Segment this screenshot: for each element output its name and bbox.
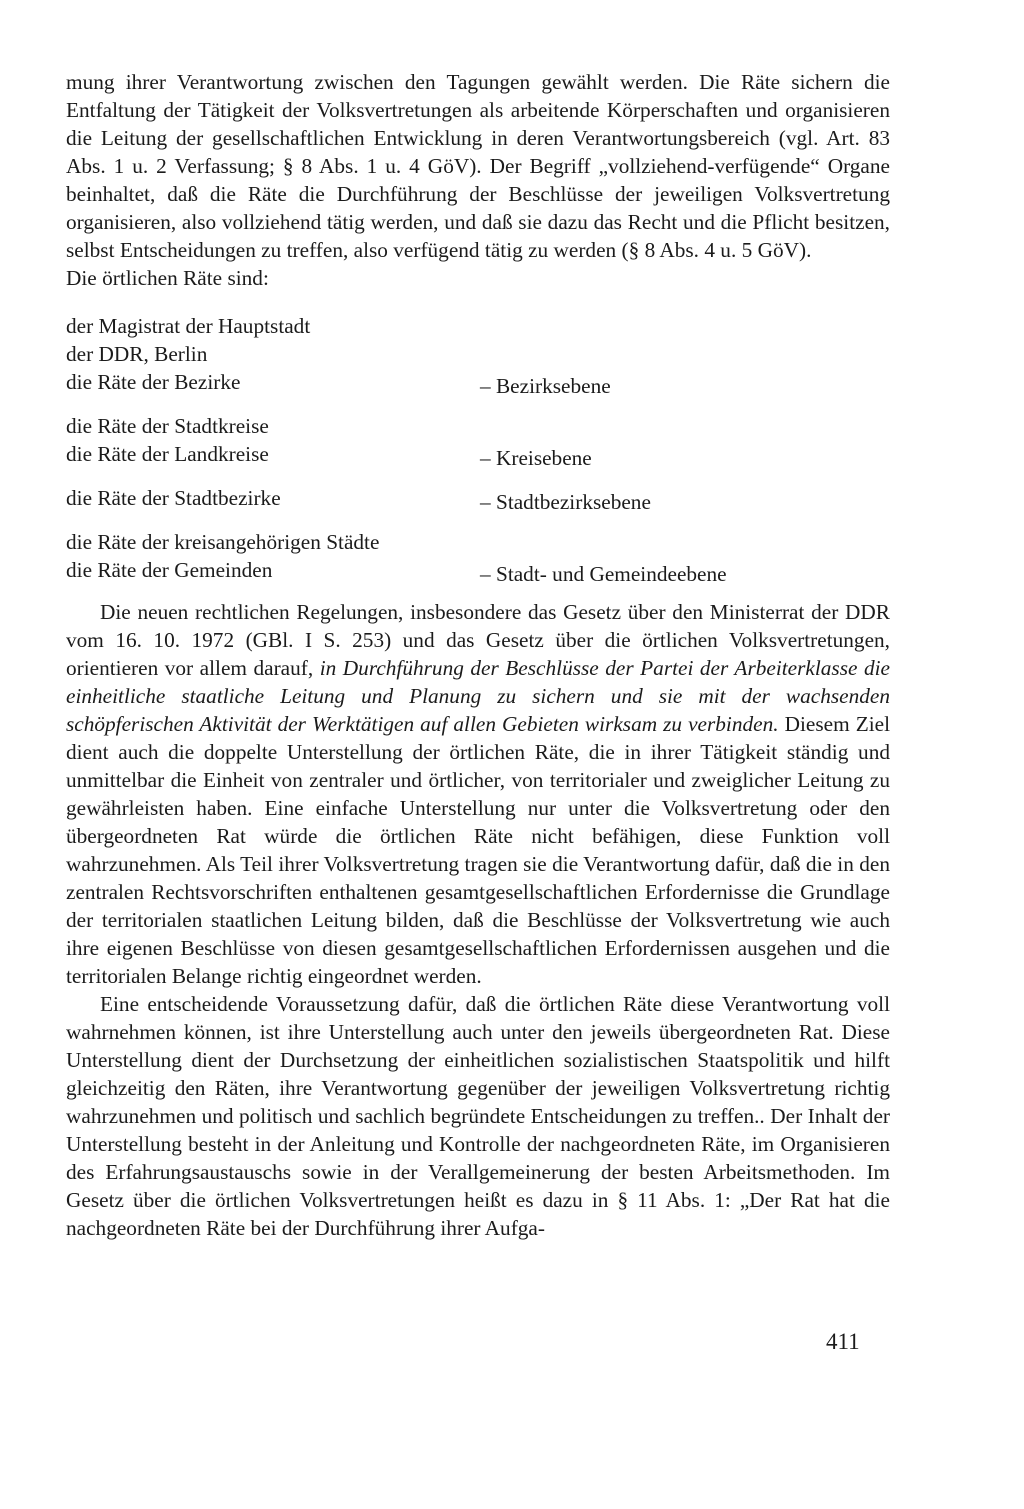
level-label: – Kreisebene xyxy=(480,446,592,470)
text-run: Die neuen rechtlichen Regelungen, insbesondere das Gesetz über den Ministerrat der DDR vom 16. 10. 1972 (GBl. I S. 253) und das Gesetz über die örtlichen Volksvertretungen, orientieren vor allem darauf, xyxy=(66,600,890,680)
council-name: der Magistrat der Hauptstadt xyxy=(66,314,311,338)
council-name: die Räte der Stadtkreise xyxy=(66,414,269,438)
paragraph-2 xyxy=(66,598,890,990)
council-name: die Räte der Landkreise xyxy=(66,442,269,466)
page-number: 411 xyxy=(826,1329,860,1354)
list-item xyxy=(66,412,890,468)
page-body xyxy=(66,68,890,1242)
list-intro: Die örtlichen Räte sind: xyxy=(66,266,269,290)
council-name: die Räte der Bezirke xyxy=(66,370,241,394)
council-name: der DDR, Berlin xyxy=(66,342,208,366)
local-councils-list xyxy=(66,312,890,584)
council-name: die Räte der Stadtbezirke xyxy=(66,486,281,510)
list-item xyxy=(66,528,890,584)
level-label: – Stadtbezirksebene xyxy=(480,490,651,514)
list-item xyxy=(66,484,890,512)
text-run: Diesem Ziel dient auch die doppelte Unterstellung der örtlichen Räte, die in ihrer Tätigkeit ständig und unmittelbar die Einheit von zentraler und örtlicher, von territorialer und zweiglicher Leitung zu gewährleisten haben. Eine einfache Unterstellung nur unter die Volksvertretung oder den übergeordneten Rat würde die örtlichen Räte nicht befähigen, diese Funktion voll wahrzunehmen. Als Teil ihrer Volksvertretung tragen sie die Verantwortung dafür, daß die in den zentralen Rechtsvorschriften enthaltenen gesamtgesellschaftlichen Erfordernisse die Grundlage der territorialen staatlichen Leitung bilden, daß die Beschlüsse der Volksvertretung wie auch ihre eigenen Beschlüsse von diesen gesamtgesellschaftlichen Erfordernissen ausgehen und die territorialen Belange richtig eingeordnet werden. xyxy=(66,712,890,988)
level-label: – Stadt- und Gemeindeebene xyxy=(480,562,727,586)
council-name: die Räte der Gemeinden xyxy=(66,558,273,582)
paragraph-3: Eine entscheidende Voraussetzung dafür, daß die örtlichen Räte diese Verantwortung voll wahrnehmen können, ist ihre Unterstellung auch unter den jeweils übergeordneten Rat. Diese Unterstellung dient der Durchsetzung der einheitlichen sozialistischen Staatspolitik und hilft gleichzeitig den Räten, ihre Verantwortung gegenüber der jeweiligen Volksvertretung richtig wahrzunehmen und politisch und sachlich begründete Entscheidungen zu treffen.. Der Inhalt der Unterstellung besteht in der Anleitung und Kontrolle der nachgeordneten Räte, im Organisieren des Erfahrungsaustauschs sowie in der Verallgemeinerung der besten Arbeitsmethoden. Im Gesetz über die örtlichen Volksvertretungen heißt es dazu in § 11 Abs. 1: „Der Rat hat die nachgeordneten Räte bei der Durchführung ihrer Aufga- xyxy=(66,992,890,1240)
list-item xyxy=(66,312,890,396)
paragraph-1: mung ihrer Verantwortung zwischen den Tagungen gewählt werden. Die Räte sichern die Entfaltung der Tätigkeit der Volksvertretungen als arbeitende Körperschaften und organisieren die Leitung der gesellschaftlichen Entwicklung in deren Verantwortungsbereich (vgl. Art. 83 Abs. 1 u. 2 Verfassung; § 8 Abs. 1 u. 4 GöV). Der Begriff „vollziehend-verfügende“ Organe beinhaltet, daß die Räte die Durchführung der Beschlüsse der jeweiligen Volksvertretung organisieren, also vollziehend tätig werden, und daß sie dazu das Recht und die Pflicht besitzen, selbst Entscheidungen zu treffen, also verfügend tätig zu werden (§ 8 Abs. 4 u. 5 GöV). xyxy=(66,70,890,262)
emphasis-text: in Durchführung der Beschlüsse der Partei der Arbeiterklasse die einheitliche staatliche Leitung und Planung zu sichern und sie mit der wachsenden schöpferischen Aktivität der Werktätigen auf allen Gebieten wirksam zu verbinden. xyxy=(66,656,890,736)
council-name: die Räte der kreisangehörigen Städte xyxy=(66,530,380,554)
level-label: – Bezirksebene xyxy=(480,374,611,398)
